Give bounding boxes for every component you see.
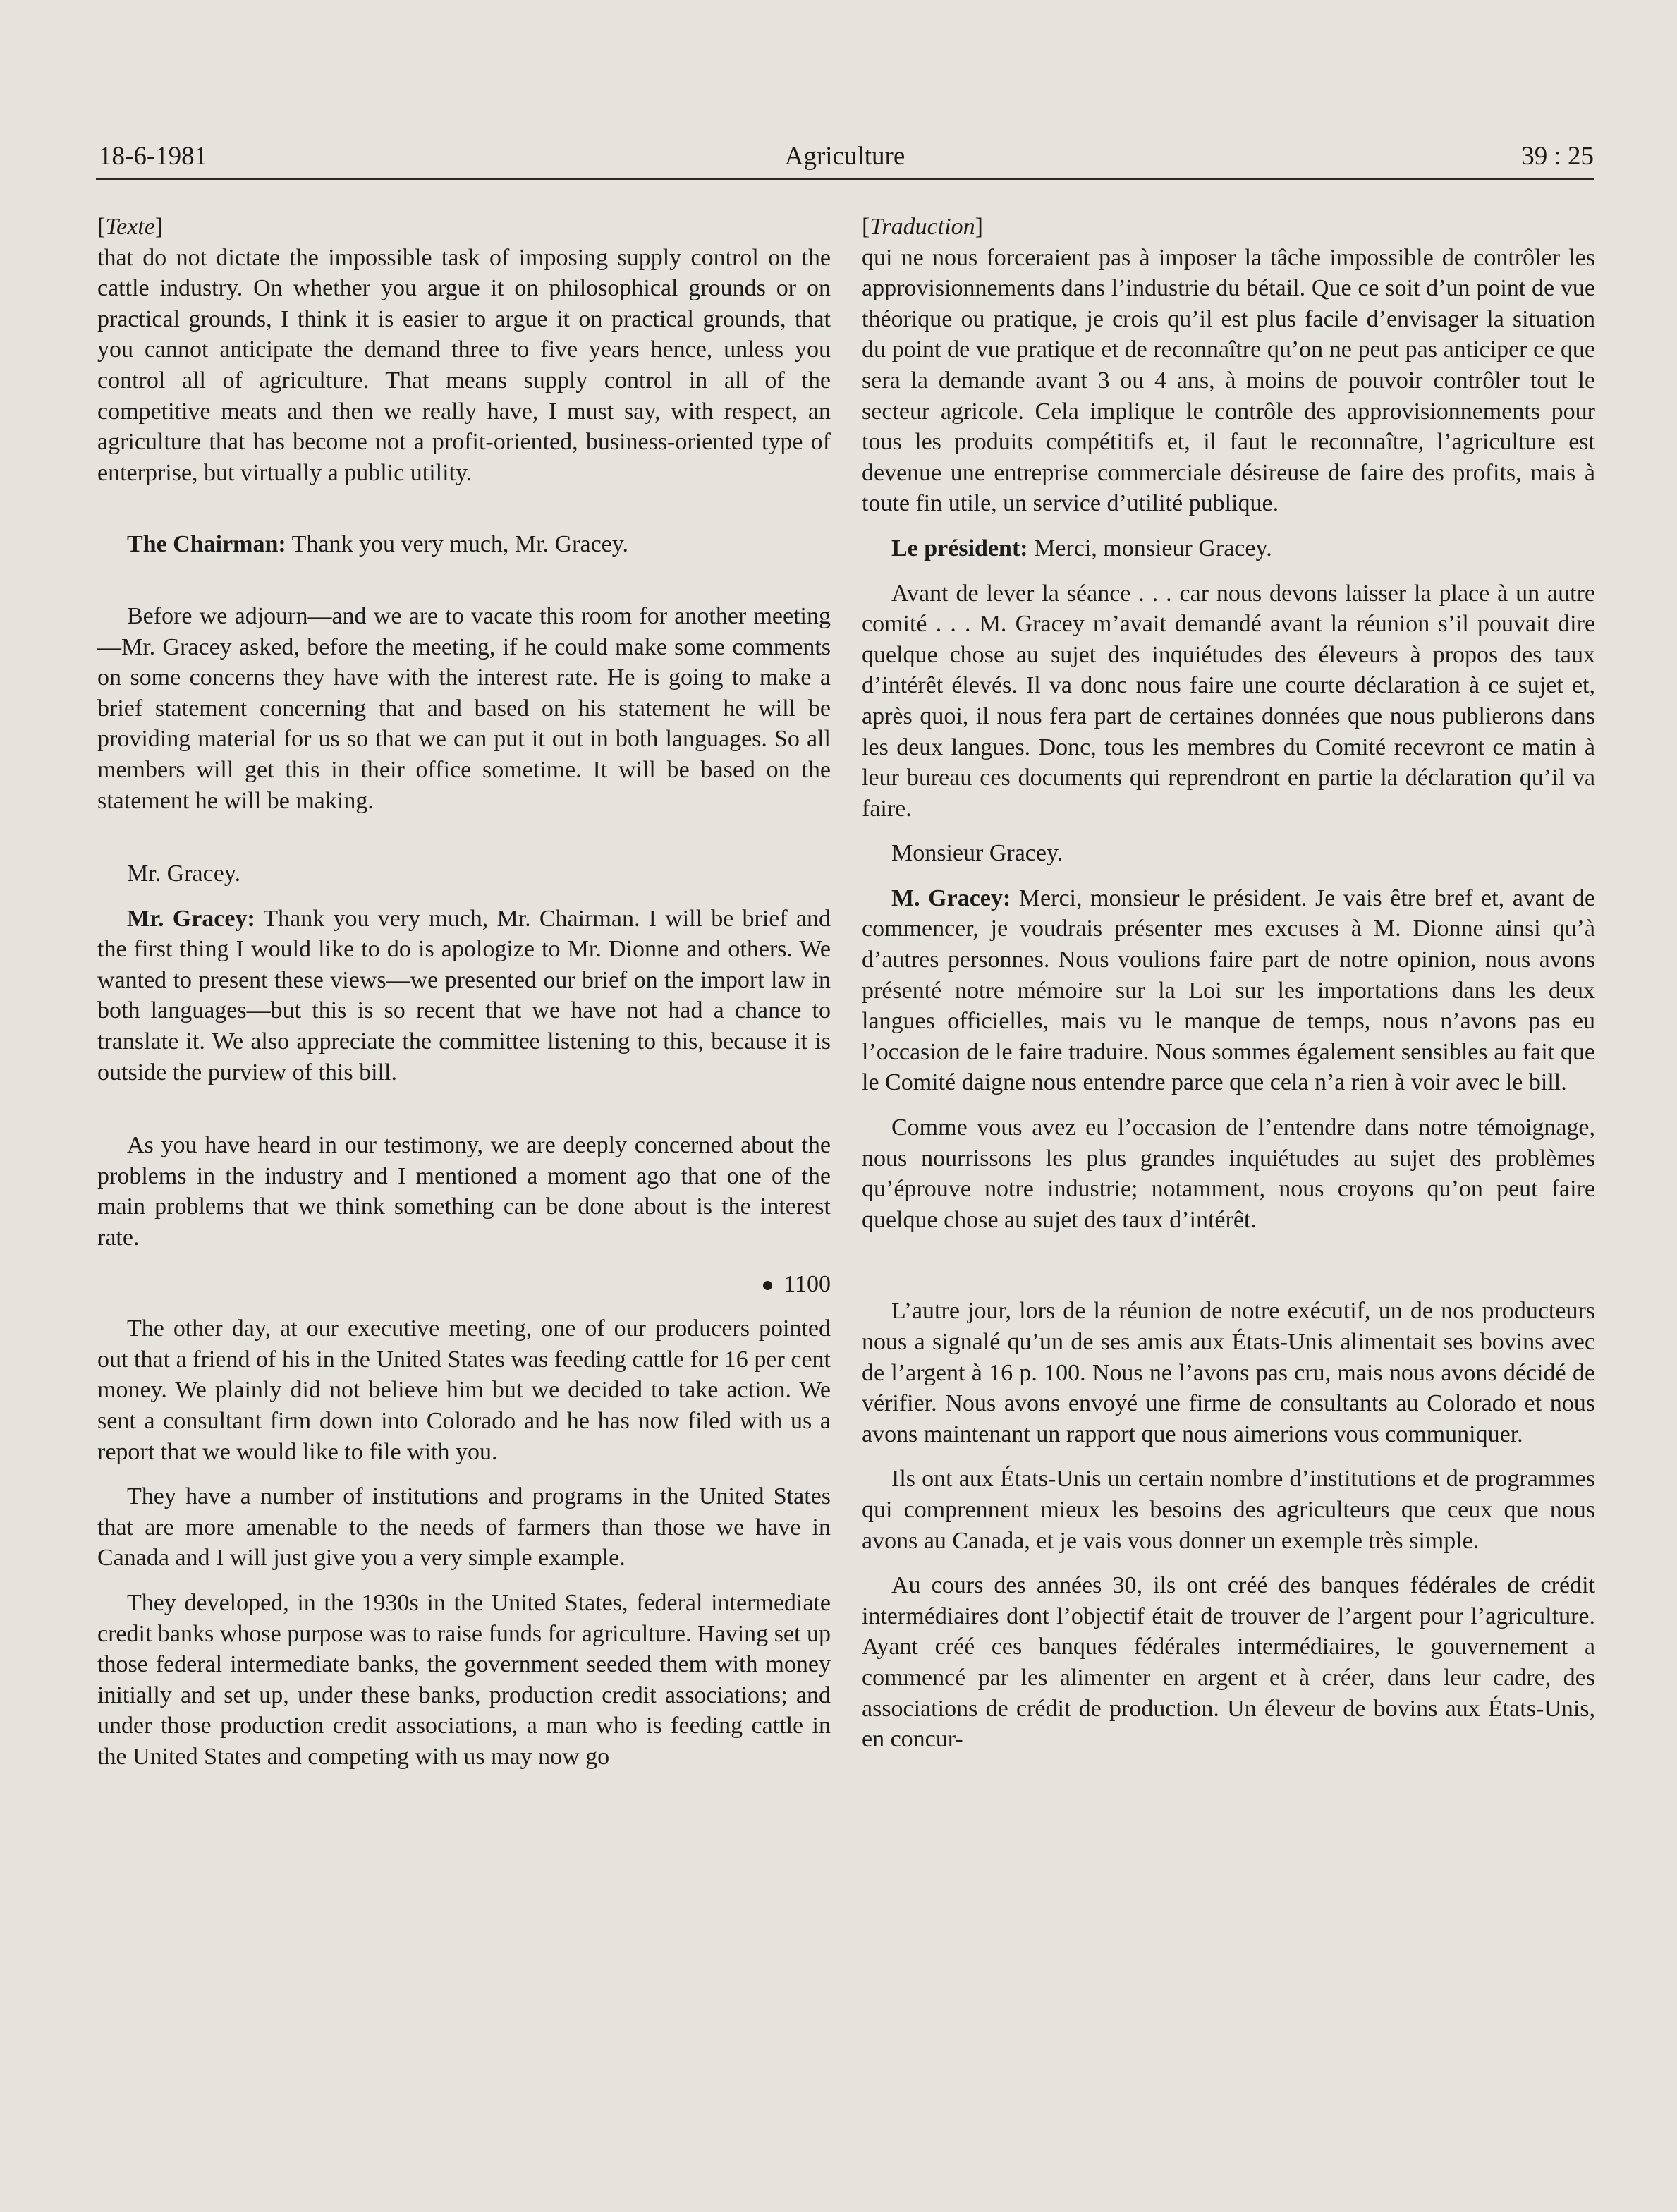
english-paragraph: Mr. Gracey. xyxy=(127,861,241,887)
french-paragraph: Avant de lever la séance . . . car nous devons laisser la place à un autre comité . . . M. Gracey m’avait demandé avant la réunion s’il pouvait dire quelque chose au sujet des inquiétudes des éleveurs à propos des taux d’intérêt élevés. Il va donc nous faire une courte déclaration à ce sujet et, après quoi, il nous fera part de certaines données que nous publierons dans les deux langues. Donc, tous les membres du Comité recevront ce matin à leur bureau ces documents qui reprendront en partie la déclaration qu’il va faire. xyxy=(862,580,1595,822)
speaker-name: Mr. Gracey: xyxy=(127,905,255,932)
french-paragraph xyxy=(862,883,1595,1098)
header-title: Agriculture xyxy=(784,142,905,171)
english-paragraph xyxy=(97,529,831,560)
speech-text: Thank you very much, Mr. Gracey. xyxy=(286,531,629,558)
french-paragraph: Au cours des années 30, ils ont créé des banques fédérales de crédit intermédiaires dont l’objectif était de trouver de l’argent pour l’agriculture. Ayant créé ces banques fédérales intermédiaires, le gouvernement a commencé par les alimenter en argent et à créer, dans leur cadre, des associations de crédit de production. Un éleveur de bovins aux États-Unis, en concur- xyxy=(862,1572,1595,1753)
english-section-label: [Texte] xyxy=(97,214,164,240)
english-paragraph: They have a number of institutions and programs in the United States that are more amenable to the needs of farmers than those we have in Canada and I will just give you a very simple example. xyxy=(97,1483,831,1572)
speaker-name: Le président: xyxy=(891,535,1028,561)
french-column xyxy=(862,212,1595,1755)
french-section-label: [Traduction] xyxy=(862,214,983,240)
english-paragraph xyxy=(97,904,831,1088)
french-paragraph: L’autre jour, lors de la réunion de notre exécutif, un de nos producteurs nous a signalé qu’un de ses amis aux États-Unis alimentait ses bovins avec de l’argent à 16 p. 100. Nous ne l’avons pas cru, mais nous avons décidé de vérifier. Nous avons envoyé une firme de consultants au Colorado et nous avons maintenant un rapport que nous aimerions vous communiquer. xyxy=(862,1298,1595,1447)
english-section-label-text: Texte xyxy=(105,214,155,240)
bullet-icon xyxy=(763,1281,772,1290)
speech-text: Thank you very much, Mr. Chairman. I will be brief and the first thing I would like to do is apologize to Mr. Dionne and others. We wanted to present these views—we presented our brief on the import law in both languages—but this is so recent that we have not had a chance to translate it. We also appreciate the committee listening to this, because it is outside the purview of this bill. xyxy=(97,905,831,1086)
page-header xyxy=(96,138,1594,181)
french-paragraph: qui ne nous forceraient pas à imposer la tâche impossible de contrôler les approvisionnements dans l’industrie du bétail. Que ce soit d’un point de vue théorique ou pratique, je crois qu’il est plus facile d’envisager la situation du point de vue pratique et de reconnaître qu’on ne peut pas anticiper ce que sera la demande avant 3 ou 4 ans, à moins de pouvoir contrôler tout le secteur agricole. Cela implique le contrôle des approvisionnements pour tous les produits compétitifs et, il faut le reconnaître, l’agriculture est devenue une entreprise commerciale désireuse de faire des profits, mais à toute fin utile, un service d’utilité publique. xyxy=(862,244,1595,517)
french-paragraph xyxy=(862,533,1595,564)
english-paragraph: The other day, at our executive meeting, one of our producers pointed out that a friend of his in the United States was feeding cattle for 16 per cent money. We plainly did not believe him but we decided to take action. We sent a consultant firm down into Colorado and he has now filed with us a report that we would like to file with you. xyxy=(97,1315,831,1465)
header-page-number: 39 : 25 xyxy=(1521,142,1594,171)
speech-text: Merci, monsieur Gracey. xyxy=(1027,535,1272,561)
french-paragraph: Ils ont aux États-Unis un certain nombre d’institutions et de programmes qui comprennent mieux les besoins des agriculteurs que ceux que nous avons au Canada, et je vais vous donner un exemple très simple. xyxy=(862,1466,1595,1554)
time-marker xyxy=(97,1269,831,1300)
speaker-name: The Chairman: xyxy=(127,531,286,558)
english-column xyxy=(97,212,831,1773)
speech-text: Merci, monsieur le président. Je vais être bref et, avant de commencer, je voudrais présenter mes excuses à M. Dionne ainsi qu’à d’autres personnes. Nous voulions faire part de notre opinion, nous avons présenté notre mémoire sur la Loi sur les importations dans les deux langues officielles, mais vu le manque de temps, nous n’avons pas eu l’occasion de le faire traduire. Nous sommes également sensibles au fait que le Comité daigne nous entendre parce que cela n’a rien à voir avec le bill. xyxy=(862,885,1595,1096)
french-paragraph: Monsieur Gracey. xyxy=(891,840,1063,867)
header-rule xyxy=(96,178,1594,180)
english-paragraph: Before we adjourn—and we are to vacate this room for another meeting—Mr. Gracey asked, before the meeting, if he could make some comments on some concerns they have with the interest rate. He is going to make a brief statement concerning that and based on his statement he will be providing material for us so that we can put it out in both languages. So all members will get this in their office sometime. It will be based on the statement he will be making. xyxy=(97,602,831,814)
english-paragraph: They developed, in the 1930s in the United States, federal intermediate credit banks whose purpose was to raise funds for agriculture. Having set up those federal intermediate banks, the government seeded them with money initially and set up, under these banks, production credit associations; and under those production credit associations, a man who is feeding cattle in the United States and competing with us may now go xyxy=(97,1589,831,1770)
english-paragraph: that do not dictate the impossible task of imposing supply control on the cattle industry. On whether you argue it on philosophical grounds or on practical grounds, I think it is easier to argue it on practical grounds, that you cannot anticipate the demand three to five years hence, unless you control all of agriculture. That means supply control in all of the competitive meats and then we really have, I must say, with respect, an agriculture that has become not a profit-oriented, business-oriented type of enterprise, but virtually a public utility. xyxy=(97,244,831,486)
english-paragraph: As you have heard in our testimony, we are deeply concerned about the problems in the industry and I mentioned a moment ago that one of the main problems that we think something can be done about is the interest rate. xyxy=(97,1132,831,1251)
header-date: 18-6-1981 xyxy=(99,142,208,171)
french-paragraph: Comme vous avez eu l’occasion de l’entendre dans notre témoignage, nous nourrissons les plus grandes inquiétudes au sujet des problèmes qu’éprouve notre industrie; notamment, nous croyons qu’on peut faire quelque chose au sujet des taux d’intérêt. xyxy=(862,1114,1595,1233)
french-section-label-text: Traduction xyxy=(870,214,975,240)
speaker-name: M. Gracey: xyxy=(891,885,1011,911)
time-marker-text: 1100 xyxy=(783,1270,831,1297)
